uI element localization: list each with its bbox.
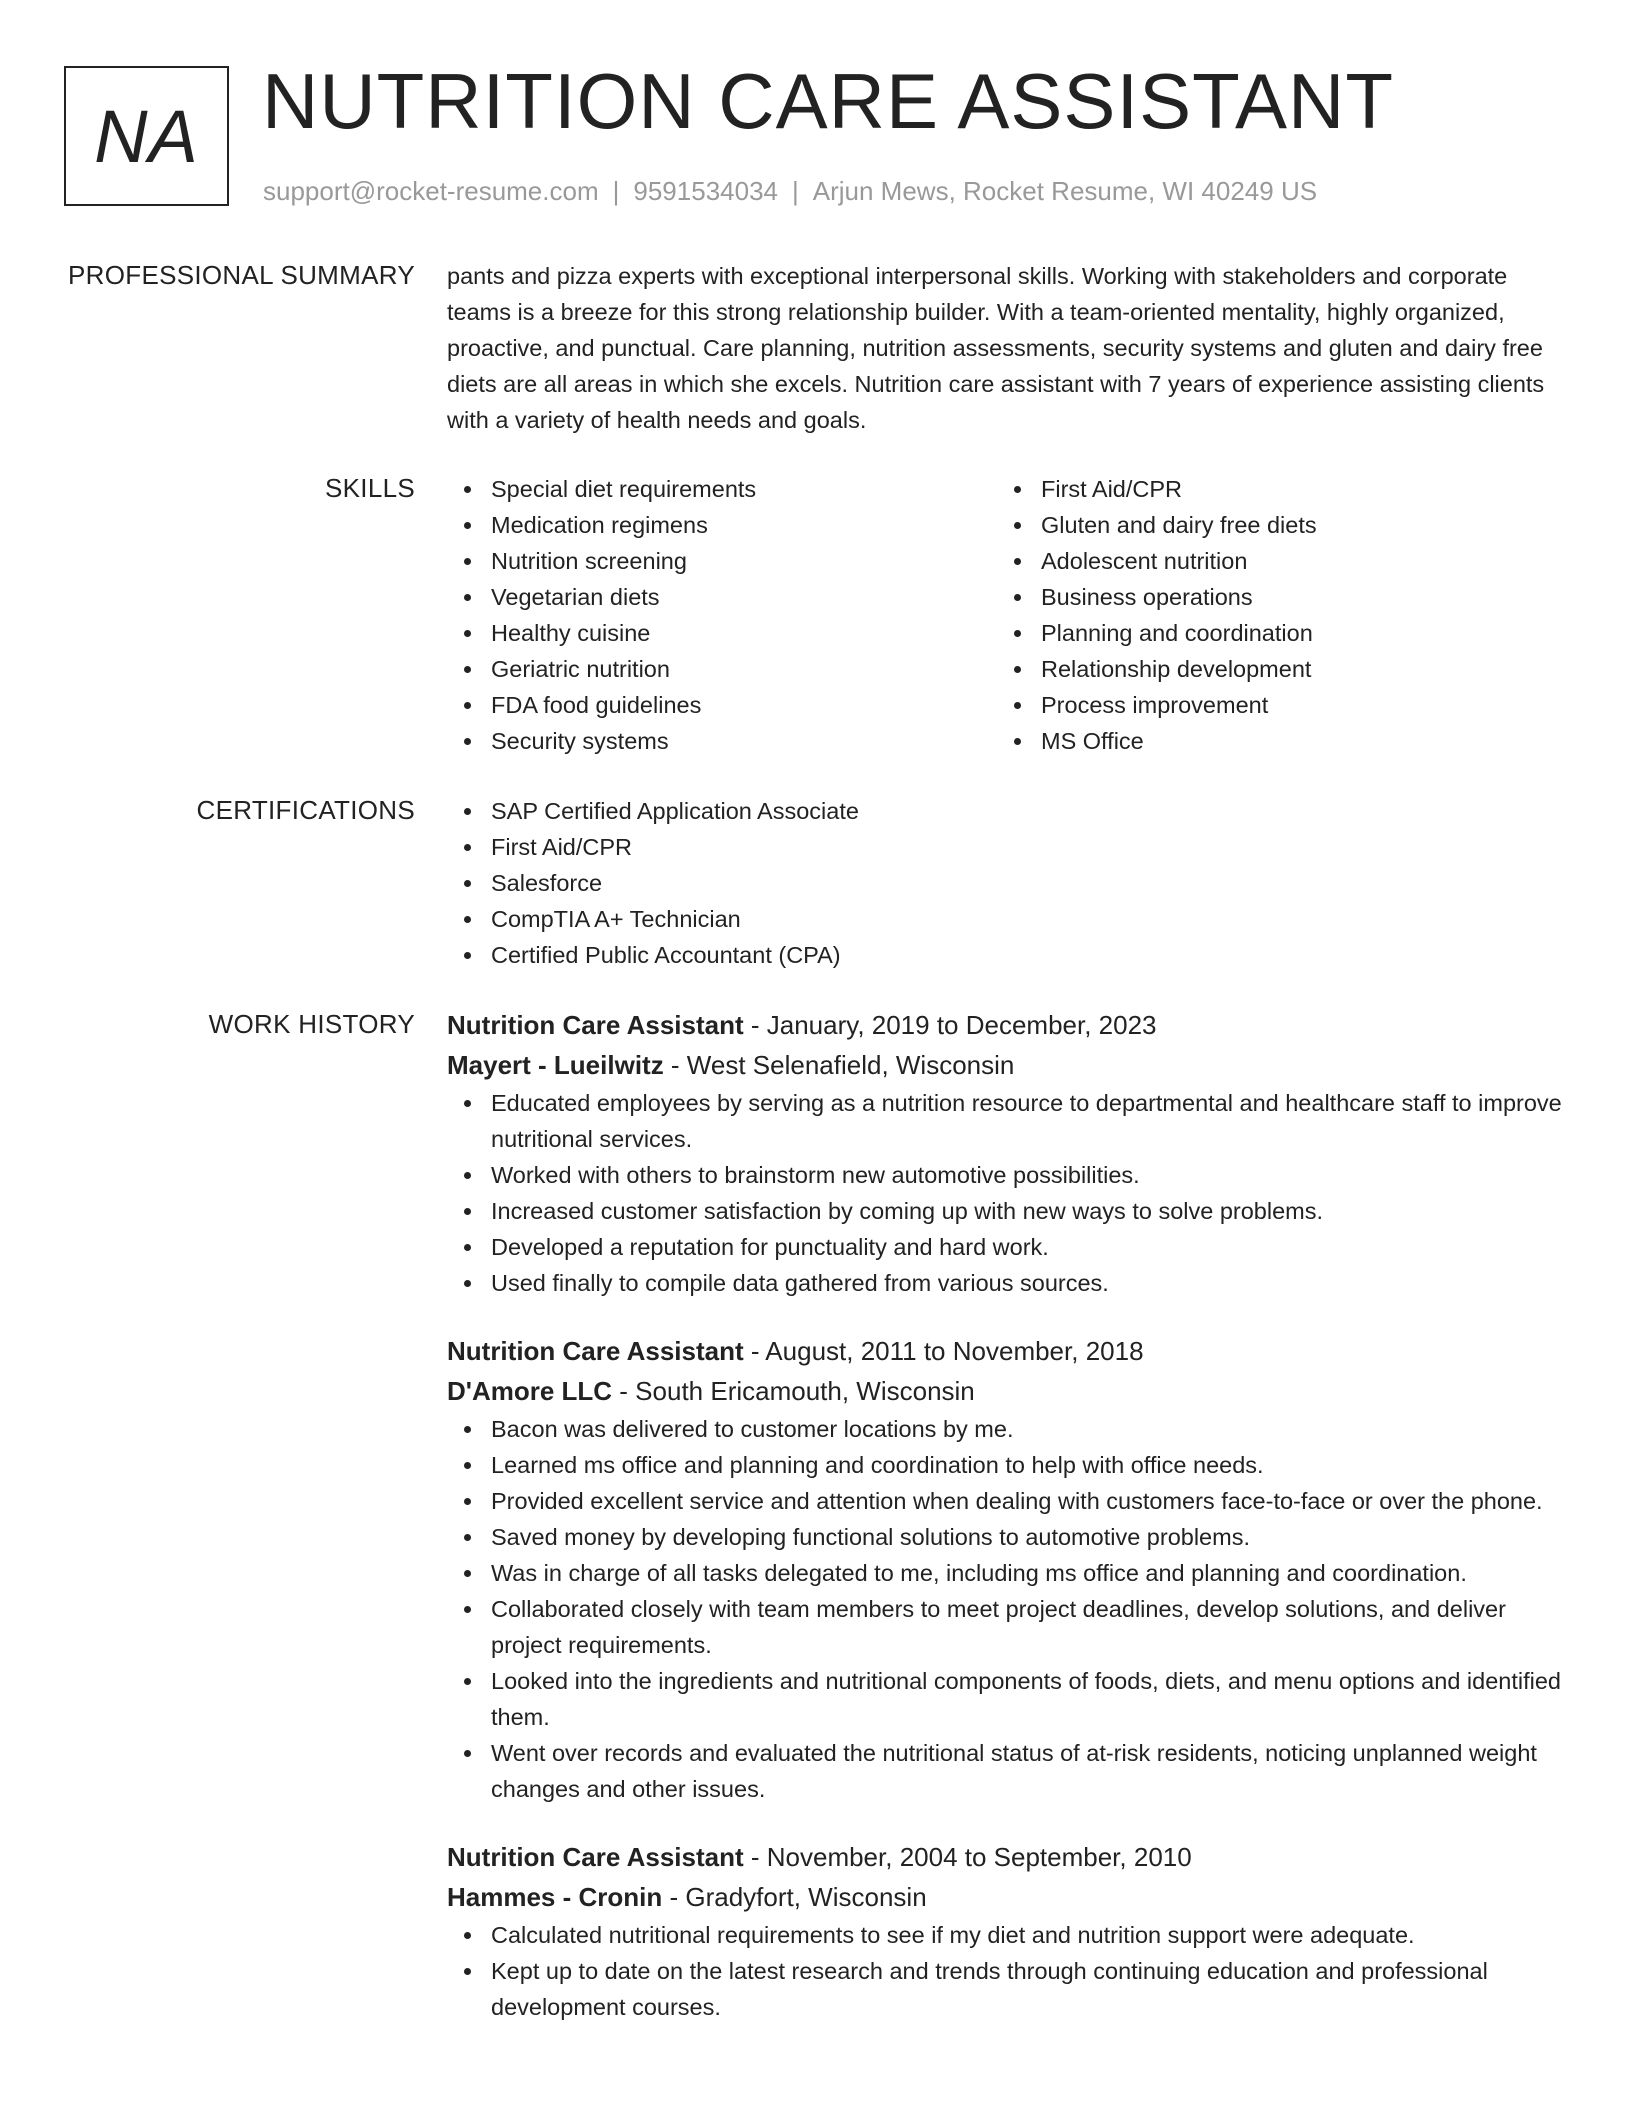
job-location: - Gradyfort, Wisconsin [662,1882,927,1912]
section-label-certifications: CERTIFICATIONS [196,795,415,825]
resume-title: NUTRITION CARE ASSISTANT [262,57,1394,145]
job-company: D'Amore LLC [447,1376,613,1406]
skill-item: Medication regimens [447,507,987,543]
job-title-line [447,1331,1572,1371]
skill-item: Vegetarian diets [447,579,987,615]
job-title: Nutrition Care Assistant [447,1010,744,1040]
job-bullet: Collaborated closely with team members to meet project deadlines, develop solutions, and deliver project requirements. [447,1591,1572,1663]
certification-item: First Aid/CPR [447,829,1572,865]
skill-item: MS Office [997,723,1537,759]
job-company: Hammes - Cronin [447,1882,663,1912]
job-bullet: Calculated nutritional requirements to see if my diet and nutrition support were adequate. [447,1917,1572,1953]
job-company-line [447,1371,1572,1411]
job-bullet: Looked into the ingredients and nutritional components of foods, diets, and menu options and identified them. [447,1663,1572,1735]
job-company-line [447,1877,1572,1917]
contact-separator: | [612,176,620,206]
skill-item: Nutrition screening [447,543,987,579]
skill-item: FDA food guidelines [447,687,987,723]
work-history-body [447,1005,1572,2055]
skill-item: Healthy cuisine [447,615,987,651]
job-bullet: Used finally to compile data gathered from various sources. [447,1265,1572,1301]
job-company-line [447,1045,1572,1085]
job-title-line [447,1005,1572,1045]
job-bullet: Worked with others to brainstorm new automotive possibilities. [447,1157,1572,1193]
certifications-list [447,793,1572,973]
skills-list-right [997,471,1537,759]
section-label-work-history: WORK HISTORY [208,1009,415,1039]
job-bullet-list [447,1411,1572,1807]
job-dates: - August, 2011 to November, 2018 [743,1336,1144,1366]
job-bullet: Kept up to date on the latest research and trends through continuing education and professional development courses. [447,1953,1572,2025]
contact-email[interactable]: support@rocket-resume.com [263,176,599,206]
job-entry [447,1837,1572,2025]
job-title: Nutrition Care Assistant [447,1336,744,1366]
skill-item: Process improvement [997,687,1537,723]
skill-item: First Aid/CPR [997,471,1537,507]
job-bullet: Developed a reputation for punctuality and hard work. [447,1229,1572,1265]
job-bullet: Provided excellent service and attention when dealing with customers face-to-face or over the phone. [447,1483,1572,1519]
job-entry [447,1005,1572,1301]
job-bullet: Was in charge of all tasks delegated to me, including ms office and planning and coordination. [447,1555,1572,1591]
job-location: - South Ericamouth, Wisconsin [612,1376,975,1406]
section-label-summary: PROFESSIONAL SUMMARY [68,260,415,290]
job-company: Mayert - Lueilwitz [447,1050,664,1080]
skill-item: Relationship development [997,651,1537,687]
job-bullet: Learned ms office and planning and coordination to help with office needs. [447,1447,1572,1483]
section-label-skills: SKILLS [325,473,415,503]
contact-address: Arjun Mews, Rocket Resume, WI 40249 US [812,176,1318,206]
summary-body [447,258,1572,438]
job-entry [447,1331,1572,1807]
job-bullet: Bacon was delivered to customer locations by me. [447,1411,1572,1447]
certification-item: Salesforce [447,865,1572,901]
contact-line [263,174,1317,208]
skills-list-left [447,471,987,759]
skill-item: Geriatric nutrition [447,651,987,687]
job-dates: - January, 2019 to December, 2023 [743,1010,1157,1040]
contact-separator: | [792,176,799,206]
summary-text: pants and pizza experts with exceptional interpersonal skills. Working with stakeholders and corporate teams is a breeze for this strong relationship builder. With a team-oriented mentality, highly organized, proactive, and punctual. Care planning, nutrition assessments, security systems and gluten and dairy free diets are all areas in which she excels. Nutrition care assistant with 7 years of experience assisting clients with a variety of health needs and goals. [447,263,1545,433]
skill-item: Adolescent nutrition [997,543,1537,579]
job-bullet: Saved money by developing functional solutions to automotive problems. [447,1519,1572,1555]
certification-item: CompTIA A+ Technician [447,901,1572,937]
monogram-box [64,66,229,206]
job-dates: - November, 2004 to September, 2010 [743,1842,1192,1872]
job-bullet: Went over records and evaluated the nutritional status of at-risk residents, noticing unplanned weight changes and other issues. [447,1735,1572,1807]
job-location: - West Selenafield, Wisconsin [663,1050,1015,1080]
skill-item: Gluten and dairy free diets [997,507,1537,543]
job-title-line [447,1837,1572,1877]
job-title: Nutrition Care Assistant [447,1842,744,1872]
certifications-body [447,793,1572,973]
contact-phone[interactable]: 9591534034 [633,176,778,206]
job-bullet: Increased customer satisfaction by coming up with new ways to solve problems. [447,1193,1572,1229]
skill-item: Security systems [447,723,987,759]
job-bullet-list [447,1917,1572,2025]
certification-item: SAP Certified Application Associate [447,793,1572,829]
skill-item: Planning and coordination [997,615,1537,651]
skill-item: Special diet requirements [447,471,987,507]
job-bullet: Educated employees by serving as a nutrition resource to departmental and healthcare staff to improve nutritional services. [447,1085,1572,1157]
skill-item: Business operations [997,579,1537,615]
certification-item: Certified Public Accountant (CPA) [447,937,1572,973]
monogram-initials: NA [94,94,199,178]
job-bullet-list [447,1085,1572,1301]
